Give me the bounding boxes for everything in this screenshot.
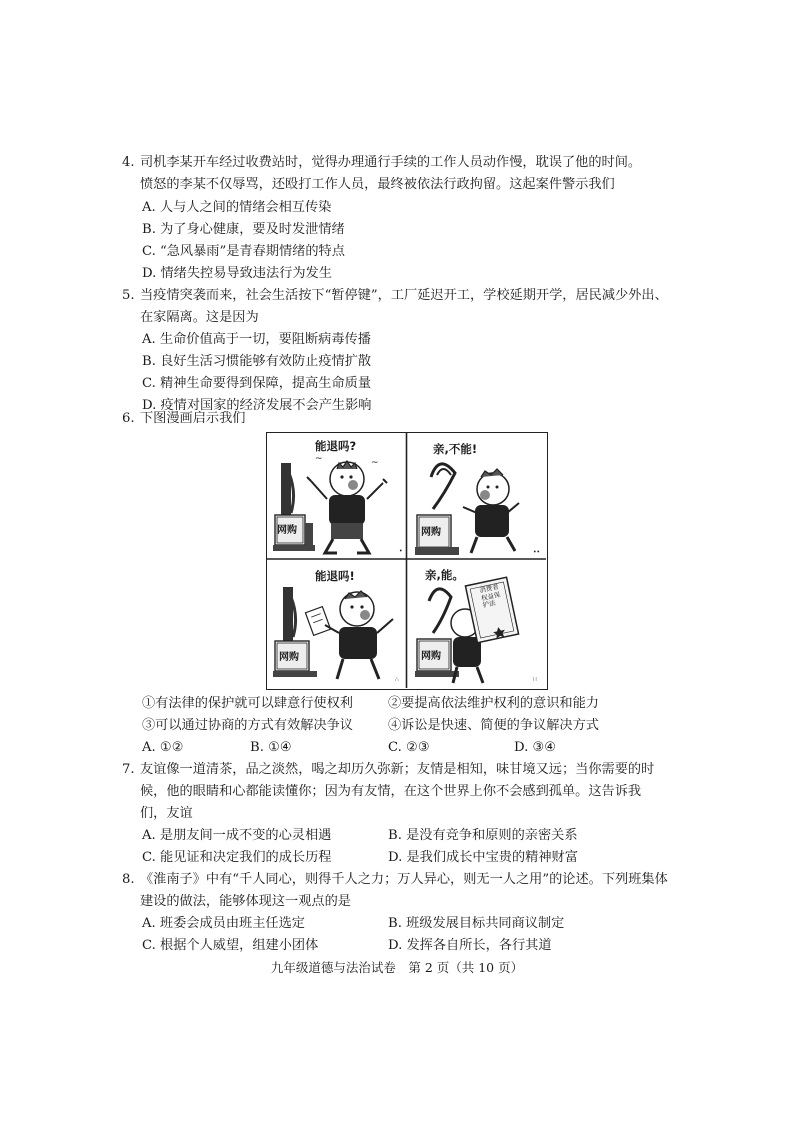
svg-text:~: ~ xyxy=(371,458,379,468)
comic-drawing xyxy=(267,433,546,688)
comic-panel2-bubble: 亲,不能! xyxy=(433,442,478,456)
svg-text:••: •• xyxy=(533,549,541,556)
q4-stem-line1 xyxy=(122,154,641,172)
svg-text:•: • xyxy=(399,548,403,555)
q8-option-c: C. 根据个人威望，组建小团体 xyxy=(142,938,319,953)
q8-number: 8. xyxy=(122,872,135,887)
q7-stem-text1: 友谊像一道清茶，品之淡然，喝之却历久弥新；友情是相知，味甘境又远；当你需要的时 xyxy=(140,762,655,777)
q6-option-a: A. ①② xyxy=(142,740,184,755)
q6-number: 6. xyxy=(122,411,135,426)
comic-panel1-desk-label: 网购 xyxy=(277,525,297,536)
comic-panel-4 xyxy=(415,577,537,683)
q6-option-c: C. ②③ xyxy=(388,740,430,755)
comic-panel4-bubble: 亲,能。 xyxy=(425,568,464,582)
svg-text:∴: ∴ xyxy=(395,676,399,683)
q5-number: 5. xyxy=(122,288,135,303)
q8-stem-line2: 建设的做法，能够体现这一观点的是 xyxy=(140,894,351,909)
q6-statement-4: ④诉讼是快速、简便的争议解决方式 xyxy=(388,718,599,733)
comic-panel-3 xyxy=(273,587,399,683)
q7-option-c: C. 能见证和决定我们的成长历程 xyxy=(142,850,332,865)
q5-option-b: B. 良好生活习惯能够有效防止疫情扩散 xyxy=(142,354,372,369)
q6-statement-2: ②要提高依法维护权利的意识和能力 xyxy=(388,696,599,711)
q6-option-b: B. ①④ xyxy=(250,740,292,755)
q8-stem-text1: 《淮南子》中有“千人同心，则得千人之力；万人异心，则无一人之用”的论述。下列班集体 xyxy=(140,872,668,887)
q7-option-a: A. 是朋友间一成不变的心灵相遇 xyxy=(142,828,332,843)
q7-number: 7. xyxy=(122,762,135,777)
q4-stem-line2: 愤怒的李某不仅辱骂，还殴打工作人员，最终被依法行政拘留。这起案件警示我们 xyxy=(140,177,615,192)
q7-option-d: D. 是我们成长中宝贵的精神财富 xyxy=(388,850,578,865)
q5-stem-line2: 在家隔离。这是因为 xyxy=(140,310,259,325)
q5-option-a: A. 生命价值高于一切，要阻断病毒传播 xyxy=(142,332,371,347)
q8-option-d: D. 发挥各自所长，各行其道 xyxy=(388,938,552,953)
q6-stem-text1: 下图漫画启示我们 xyxy=(140,411,246,426)
q8-option-a: A. 班委会成员由班主任选定 xyxy=(142,916,305,931)
comic-panel-2 xyxy=(415,464,540,556)
q4-number: 4. xyxy=(122,155,135,170)
comic-panel4-desk-label: 网购 xyxy=(421,651,441,662)
q8-stem-line1 xyxy=(122,871,668,889)
comic-panel3-bubble: 能退吗! xyxy=(315,569,355,583)
comic-panel3-desk-label: 网购 xyxy=(279,652,299,663)
q4-option-a: A. 人与人之间的情绪会相互传染 xyxy=(142,200,332,215)
q4-option-b: B. 为了身心健康，要及时发泄情绪 xyxy=(142,222,345,237)
comic-book-label: 消费者权益保护法 xyxy=(478,582,502,610)
comic-panel2-desk-label: 网购 xyxy=(421,527,441,538)
q5-stem-line1 xyxy=(122,287,668,305)
q5-stem-text1: 当疫情突袭而来，社会生活按下“暂停键”，工厂延迟开工，学校延期开学，居民减少外出、 xyxy=(140,288,668,303)
svg-text:~: ~ xyxy=(315,454,323,464)
q7-option-b: B. 是没有竞争和原则的亲密关系 xyxy=(388,828,578,843)
q7-stem-line2: 候，他的眼睛和心都能读懂你；因为有友情，在这个世界上你不会感到孤单。这告诉我 xyxy=(140,784,642,799)
comic-strip xyxy=(266,432,548,690)
q5-option-d: D. 疫情对国家的经济发展不会产生影响 xyxy=(142,398,372,413)
q5-option-c: C. 精神生命要得到保障，提高生命质量 xyxy=(142,376,372,391)
comic-panel1-bubble: 能退吗? xyxy=(315,439,357,453)
q4-option-d: D. 情绪失控易导致违法行为发生 xyxy=(142,266,332,281)
q4-option-c: C. “急风暴雨”是青春期情绪的特点 xyxy=(142,244,345,259)
svg-text:∷: ∷ xyxy=(533,676,537,683)
q6-statement-3: ③可以通过协商的方式有效解决争议 xyxy=(142,718,353,733)
q6-statement-1: ①有法律的保护就可以肆意行使权利 xyxy=(142,696,353,711)
q7-stem-line1 xyxy=(122,761,654,779)
comic-panel-1 xyxy=(273,454,403,555)
q8-option-b: B. 班级发展目标共同商议制定 xyxy=(388,916,565,931)
q6-option-d: D. ③④ xyxy=(514,740,557,755)
q4-stem-text1: 司机李某开车经过收费站时，觉得办理通行手续的工作人员动作慢，耽误了他的时间。 xyxy=(140,155,642,170)
q6-stem-line1 xyxy=(122,410,246,428)
page-footer: 九年级道德与法治试卷 第 2 页（共 10 页） xyxy=(270,960,524,975)
q7-stem-line3: 们，友谊 xyxy=(140,806,193,821)
